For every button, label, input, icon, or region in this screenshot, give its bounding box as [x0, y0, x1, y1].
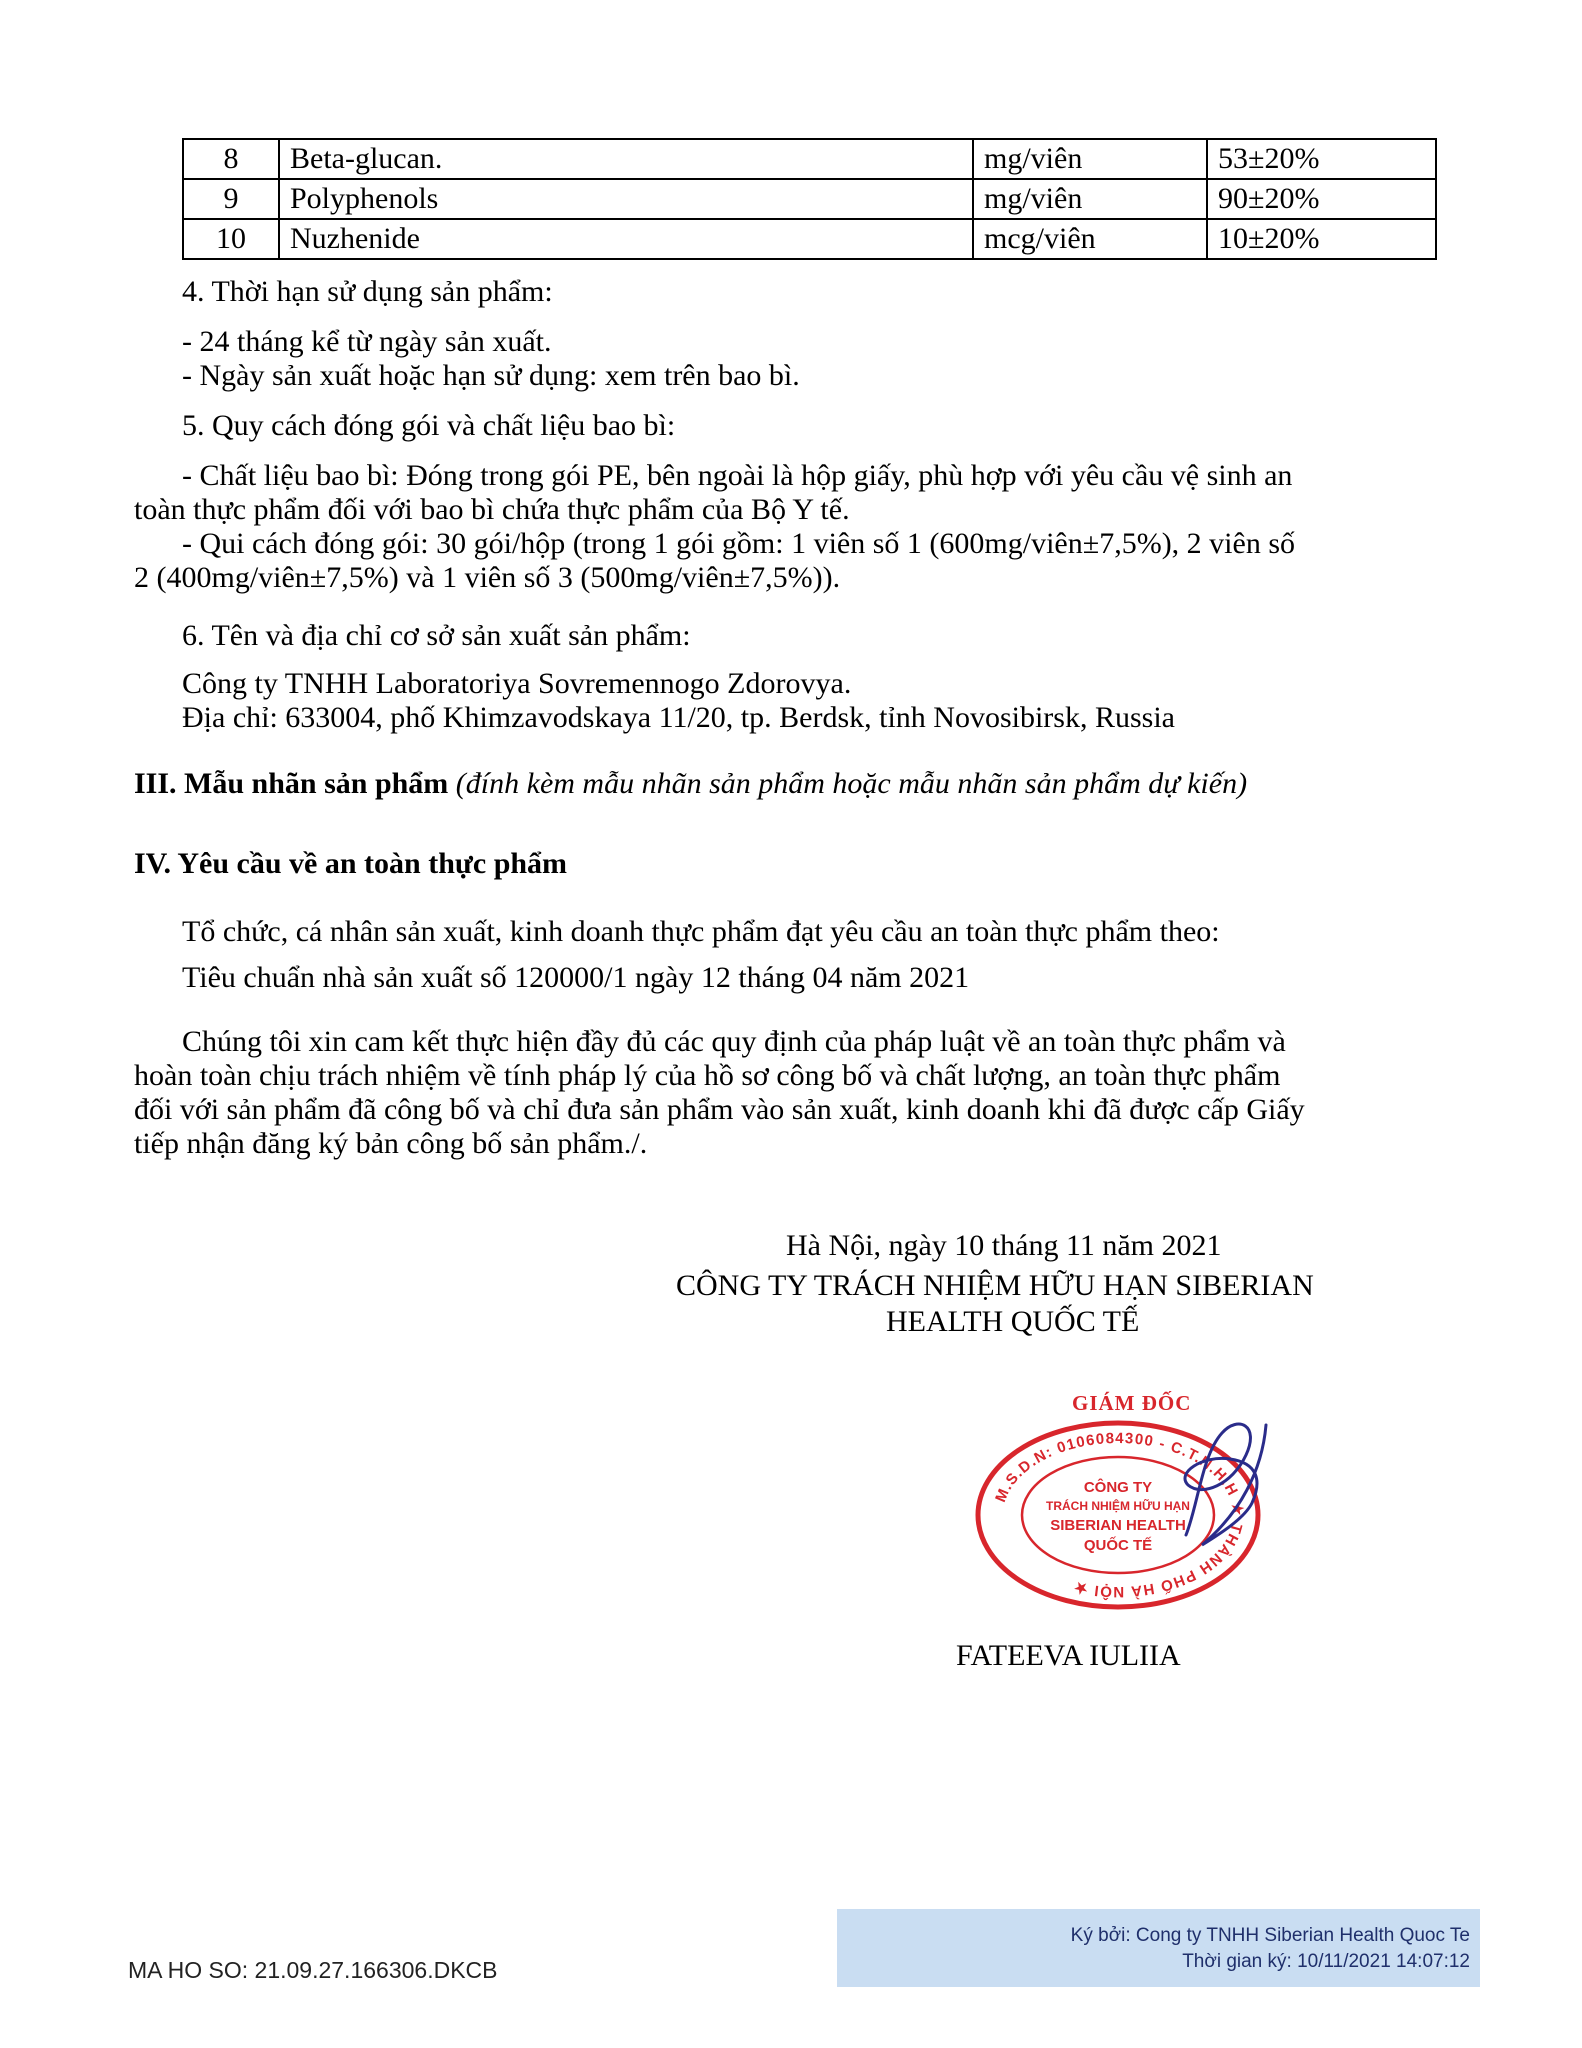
signed-by: Ký bởi: Cong ty TNHH Siberian Health Quoc Te — [1070, 1925, 1470, 1946]
company-name-line-2: HEALTH QUỐC TẾ — [886, 1305, 1140, 1338]
file-code: MA HO SO: 21.09.27.166306.DKCB — [128, 1957, 498, 1983]
row-number: 9 — [183, 179, 279, 219]
table-row — [183, 139, 1436, 179]
section-5-line-1a: - Chất liệu bao bì: Đóng trong gói PE, bên ngoài là hộp giấy, phù hợp với yêu cầu vệ sinh an — [182, 459, 1293, 492]
ingredients-table — [182, 138, 1437, 260]
ingredient-value: 10±20% — [1207, 219, 1436, 259]
section-6-heading: 6. Tên và địa chỉ cơ sở sản xuất sản phẩm: — [182, 619, 691, 652]
ingredient-name: Nuzhenide — [279, 219, 973, 259]
seal-line-3: SIBERIAN HEALTH — [1050, 1517, 1186, 1534]
digital-signature-box — [837, 1909, 1480, 1987]
company-name-line-1: CÔNG TY TRÁCH NHIỆM HỮU HẠN SIBERIAN — [676, 1269, 1314, 1302]
part-3-title: III. Mẫu nhãn sản phẩm — [134, 767, 449, 800]
signer-name: FATEEVA IULIIA — [956, 1639, 1181, 1672]
commitment-line-2: hoàn toàn chịu trách nhiệm về tính pháp lý của hồ sơ công bố và chất lượng, an toàn thực phẩm — [134, 1059, 1281, 1092]
commitment-line-3: đối với sản phẩm đã công bố và chỉ đưa sản phẩm vào sản xuất, kinh doanh khi đã được cấp Giấy — [134, 1093, 1305, 1126]
ingredient-value: 53±20% — [1207, 139, 1436, 179]
table-row — [183, 219, 1436, 259]
seal-line-2: TRÁCH NHIỆM HỮU HẠN — [1046, 1499, 1190, 1513]
commitment-line-1: Chúng tôi xin cam kết thực hiện đầy đủ các quy định của pháp luật về an toàn thực phẩm và — [182, 1025, 1286, 1058]
ingredient-unit: mcg/viên — [973, 219, 1207, 259]
section-5-line-1b: toàn thực phẩm đối với bao bì chứa thực phẩm của Bộ Y tế. — [134, 493, 850, 526]
part-3-note: (đính kèm mẫu nhãn sản phẩm hoặc mẫu nhãn sản phẩm dự kiến) — [455, 767, 1248, 800]
seal-line-1: CÔNG TY — [1083, 1479, 1153, 1496]
table-row — [183, 179, 1436, 219]
manufacturer-address: Địa chỉ: 633004, phố Khimzavodskaya 11/20, tp. Berdsk, tỉnh Novosibirsk, Russia — [182, 701, 1175, 734]
row-number: 10 — [183, 219, 279, 259]
part-4-line-2: Tiêu chuẩn nhà sản xuất số 120000/1 ngày 12 tháng 04 năm 2021 — [182, 961, 970, 994]
ingredient-value: 90±20% — [1207, 179, 1436, 219]
company-seal — [940, 1385, 1330, 1615]
section-4-line-1: - 24 tháng kể từ ngày sản xuất. — [182, 325, 552, 358]
signed-time: Thời gian ký: 10/11/2021 14:07:12 — [1182, 1951, 1470, 1972]
director-title: GIÁM ĐỐC — [1072, 1391, 1192, 1415]
place-date: Hà Nội, ngày 10 tháng 11 năm 2021 — [786, 1229, 1222, 1262]
section-4-line-2: - Ngày sản xuất hoặc hạn sử dụng: xem trên bao bì. — [182, 359, 800, 392]
part-4-title: IV. Yêu cầu về an toàn thực phẩm — [134, 847, 568, 880]
commitment-line-4: tiếp nhận đăng ký bản công bố sản phẩm./. — [134, 1127, 648, 1160]
seal-ring-text: M.S.D.N: 0106084300 - C.T.N.H.H ★ THÀNH PHỐ HÀ NỘI ★ — [992, 1429, 1247, 1601]
seal-graphic — [940, 1385, 1330, 1615]
section-4-heading: 4. Thời hạn sử dụng sản phẩm: — [182, 275, 553, 308]
ingredient-unit: mg/viên — [973, 139, 1207, 179]
ingredient-name: Beta-glucan. — [279, 139, 973, 179]
seal-line-4: QUỐC TẾ — [1083, 1537, 1153, 1554]
ingredient-unit: mg/viên — [973, 179, 1207, 219]
part-4-line-1: Tổ chức, cá nhân sản xuất, kinh doanh thực phẩm đạt yêu cầu an toàn thực phẩm theo: — [182, 915, 1220, 948]
manufacturer-name: Công ty TNHH Laboratoriya Sovremennogo Zdorovya. — [182, 667, 852, 700]
ingredient-name: Polyphenols — [279, 179, 973, 219]
section-5-heading: 5. Quy cách đóng gói và chất liệu bao bì: — [182, 409, 676, 442]
part-3-line — [134, 766, 1247, 802]
row-number: 8 — [183, 139, 279, 179]
section-5-line-2b: 2 (400mg/viên±7,5%) và 1 viên số 3 (500mg/viên±7,5%)). — [134, 561, 841, 594]
section-5-line-2a: - Qui cách đóng gói: 30 gói/hộp (trong 1 gói gồm: 1 viên số 1 (600mg/viên±7,5%), 2 viên số — [182, 527, 1296, 560]
